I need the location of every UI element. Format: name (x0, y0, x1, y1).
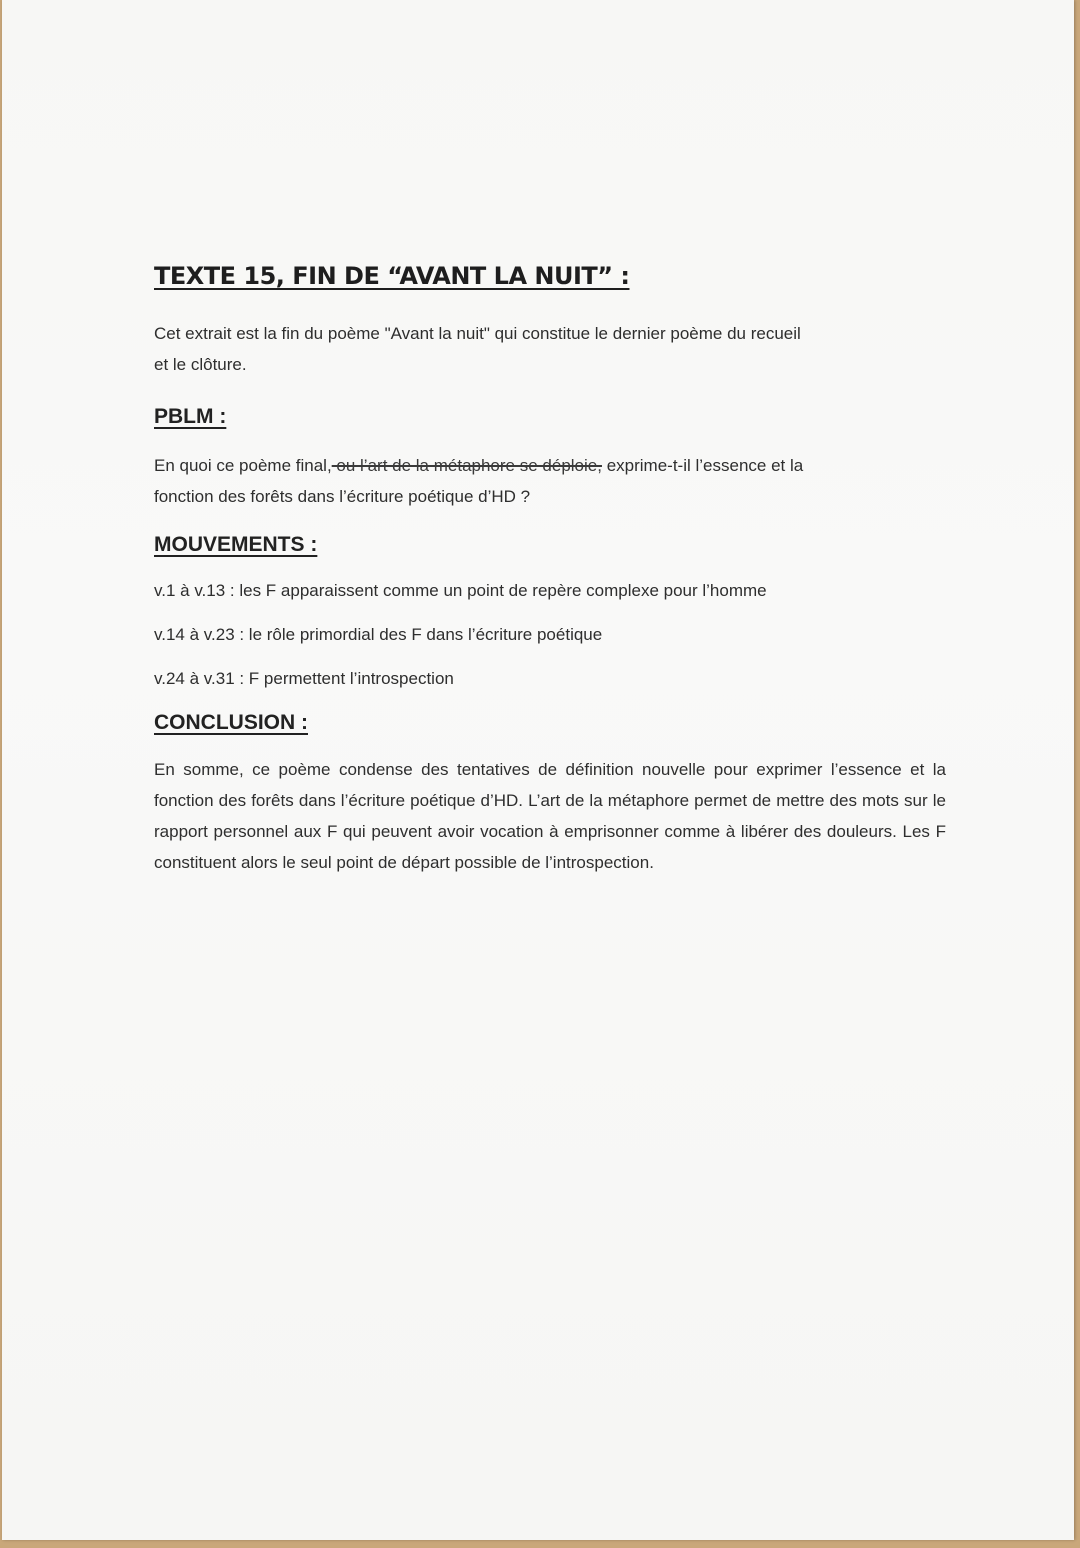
intro-line-1: Cet extrait est la fin du poème "Avant la nuit" qui constitue le dernier poème du recueil (154, 324, 801, 343)
pblm-struck-text: ou l’art de la métaphore se déploie, (331, 456, 602, 475)
pblm-heading: PBLM : (154, 405, 227, 428)
intro-paragraph (154, 318, 946, 380)
pblm-text-after: exprime-t-il l’essence et la (601, 456, 804, 475)
document-title: TEXTE 15, FIN DE “AVANT LA NUIT” : (154, 262, 630, 290)
mouvement-item: v.24 à v.31 : F permettent l’introspection (154, 669, 454, 688)
paper-sheet (2, 0, 1074, 1540)
pblm-paragraph (154, 450, 946, 512)
mouvement-item: v.14 à v.23 : le rôle primordial des F dans l’écriture poétique (154, 625, 603, 644)
conclusion-heading: CONCLUSION : (154, 711, 308, 734)
mouvement-item: v.1 à v.13 : les F apparaissent comme un point de repère complexe pour l’homme (154, 581, 767, 600)
conclusion-paragraph: En somme, ce poème condense des tentatives de définition nouvelle pour exprimer l’essence et la fonction des forêts dans l’écriture poétique d’HD. L’art de la métaphore permet de mettre des mots sur le rapport personnel aux F qui peuvent avoir vocation à emprisonner comme à libérer des douleurs. Les F constituent alors le seul point de départ possible de l’introspection. (154, 760, 946, 872)
pblm-text-before: En quoi ce poème final, (154, 456, 332, 475)
pblm-line-1 (154, 450, 946, 481)
intro-line-2: et le clôture. (154, 355, 247, 374)
document-body (154, 256, 946, 878)
mouvements-heading: MOUVEMENTS : (154, 533, 318, 556)
mouvements-list (154, 580, 946, 690)
pblm-line-2: fonction des forêts dans l’écriture poétique d’HD ? (154, 487, 531, 506)
